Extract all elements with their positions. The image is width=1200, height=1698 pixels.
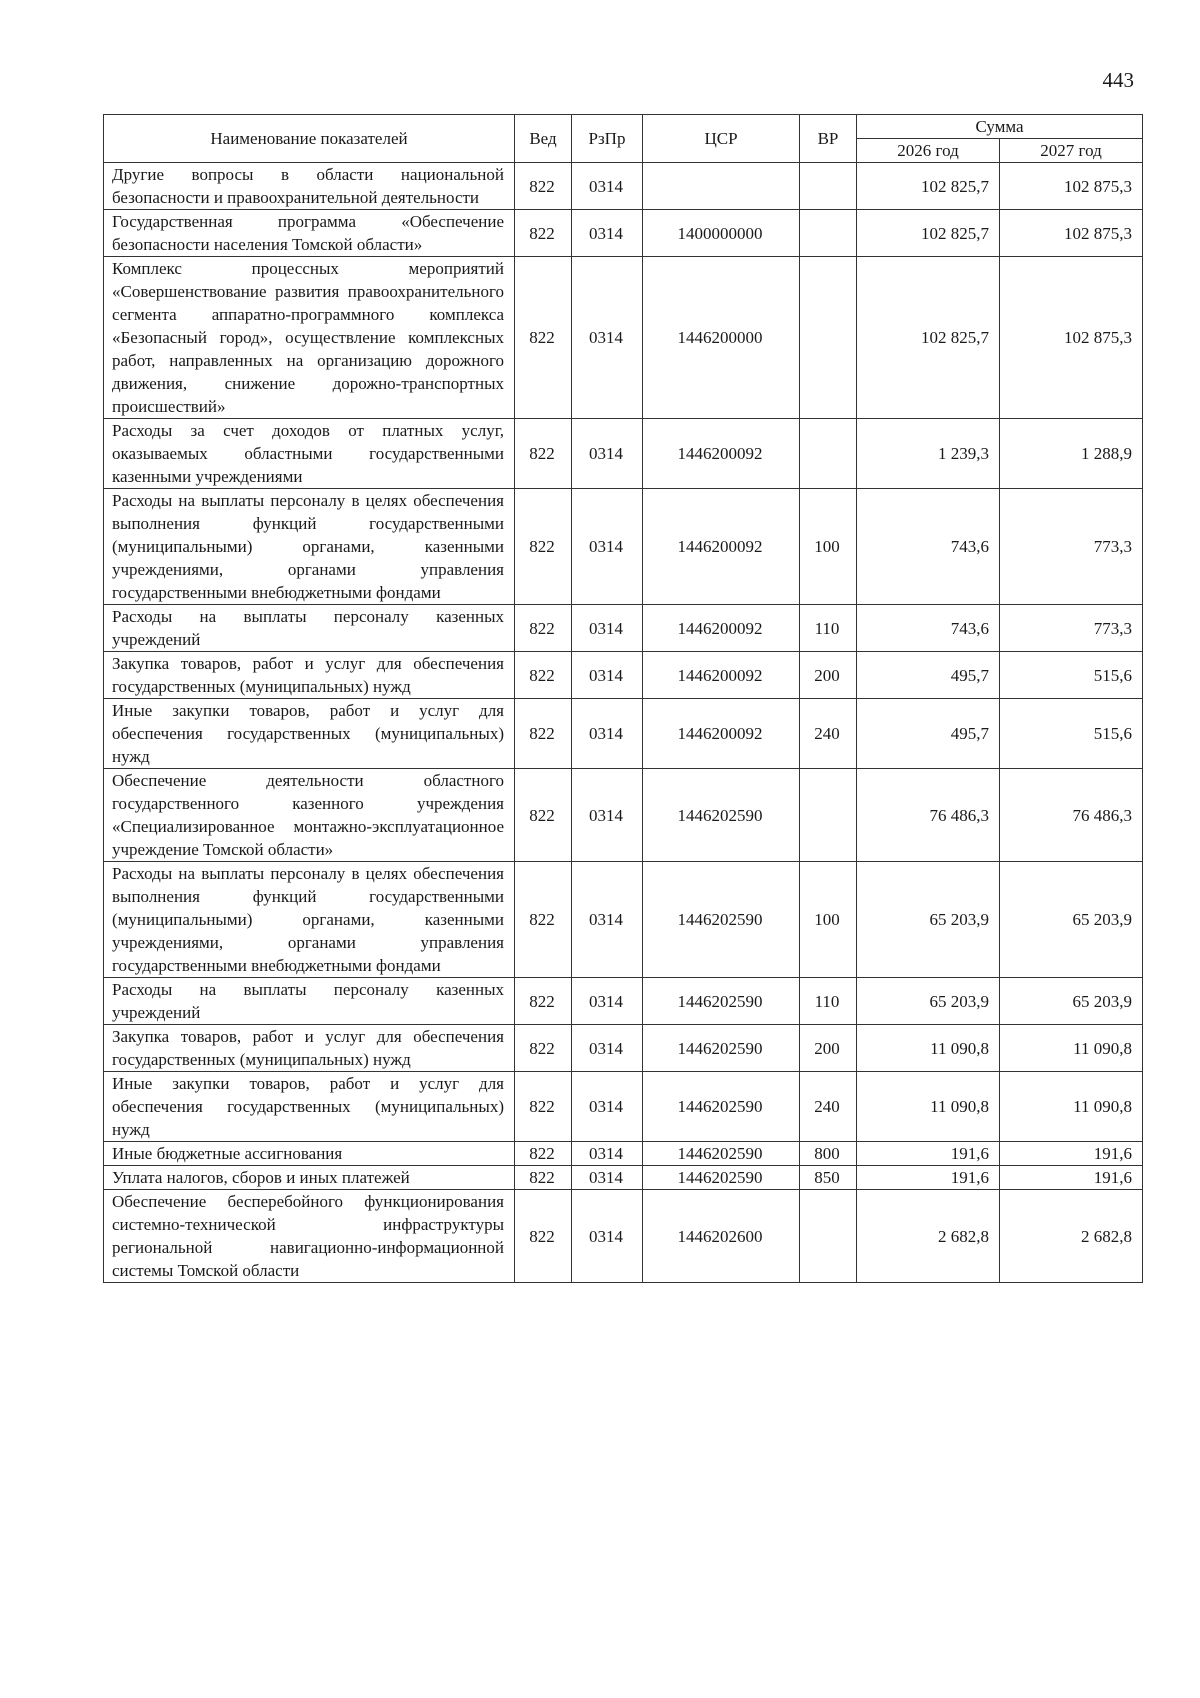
cell-vr: 850: [800, 1166, 857, 1190]
table-row: [104, 769, 1143, 862]
cell-csr: 1446200092: [643, 605, 800, 652]
cell-rzpr: 0314: [572, 605, 643, 652]
cell-2026: 191,6: [857, 1142, 1000, 1166]
cell-vr: [800, 210, 857, 257]
cell-csr: 1446202600: [643, 1190, 800, 1283]
cell-2027: 1 288,9: [1000, 419, 1143, 489]
cell-2027: 515,6: [1000, 699, 1143, 769]
cell-ved: 822: [515, 978, 572, 1025]
cell-csr: 1446202590: [643, 978, 800, 1025]
header-rzpr: РзПр: [572, 115, 643, 163]
cell-csr: 1446200092: [643, 699, 800, 769]
cell-2027: 65 203,9: [1000, 978, 1143, 1025]
cell-name: Иные закупки товаров, работ и услуг для обеспечения государственных (муниципальных) нужд: [104, 1072, 515, 1142]
cell-rzpr: 0314: [572, 1142, 643, 1166]
cell-csr: 1446200092: [643, 652, 800, 699]
cell-csr: [643, 163, 800, 210]
table-row: [104, 163, 1143, 210]
cell-2027: 191,6: [1000, 1166, 1143, 1190]
cell-2027: 773,3: [1000, 489, 1143, 605]
cell-2026: 743,6: [857, 489, 1000, 605]
cell-2027: 102 875,3: [1000, 257, 1143, 419]
cell-vr: [800, 163, 857, 210]
cell-name: Закупка товаров, работ и услуг для обеспечения государственных (муниципальных) нужд: [104, 652, 515, 699]
cell-2026: 11 090,8: [857, 1072, 1000, 1142]
cell-2026: 65 203,9: [857, 862, 1000, 978]
table-row: [104, 605, 1143, 652]
cell-csr: 1446202590: [643, 862, 800, 978]
header-ved: Вед: [515, 115, 572, 163]
cell-csr: 1446200092: [643, 419, 800, 489]
cell-name: Другие вопросы в области национальной безопасности и правоохранительной деятельности: [104, 163, 515, 210]
cell-ved: 822: [515, 163, 572, 210]
table-row: [104, 699, 1143, 769]
cell-csr: 1400000000: [643, 210, 800, 257]
cell-vr: 100: [800, 489, 857, 605]
cell-vr: [800, 257, 857, 419]
cell-rzpr: 0314: [572, 978, 643, 1025]
table-row: [104, 652, 1143, 699]
cell-name: Иные бюджетные ассигнования: [104, 1142, 515, 1166]
cell-name: Расходы на выплаты персоналу в целях обеспечения выполнения функций государственными (муниципальными) органами, казенными учреждениями, органами управления государственными внебюджетными фондами: [104, 862, 515, 978]
cell-2027: 515,6: [1000, 652, 1143, 699]
cell-vr: 240: [800, 699, 857, 769]
header-sum: Сумма: [857, 115, 1143, 139]
table-row: [104, 210, 1143, 257]
cell-ved: 822: [515, 257, 572, 419]
table-row: [104, 1166, 1143, 1190]
cell-2026: 495,7: [857, 652, 1000, 699]
cell-rzpr: 0314: [572, 1166, 643, 1190]
cell-ved: 822: [515, 1025, 572, 1072]
cell-vr: [800, 419, 857, 489]
cell-2026: 76 486,3: [857, 769, 1000, 862]
cell-csr: 1446202590: [643, 769, 800, 862]
cell-2026: 1 239,3: [857, 419, 1000, 489]
cell-vr: 800: [800, 1142, 857, 1166]
cell-name: Уплата налогов, сборов и иных платежей: [104, 1166, 515, 1190]
header-year-2027: 2027 год: [1000, 139, 1143, 163]
header-year-2026: 2026 год: [857, 139, 1000, 163]
cell-2027: 11 090,8: [1000, 1072, 1143, 1142]
cell-name: Комплекс процессных мероприятий «Совершенствование развития правоохранительного сегмента аппаратно-программного комплекса «Безопасный город», осуществление комплексных работ, направленных на организацию дорожного движения, снижение дорожно-транспортных происшествий»: [104, 257, 515, 419]
cell-ved: 822: [515, 652, 572, 699]
cell-rzpr: 0314: [572, 419, 643, 489]
cell-2026: 102 825,7: [857, 210, 1000, 257]
cell-2027: 76 486,3: [1000, 769, 1143, 862]
cell-rzpr: 0314: [572, 862, 643, 978]
cell-csr: 1446202590: [643, 1142, 800, 1166]
cell-ved: 822: [515, 419, 572, 489]
cell-csr: 1446202590: [643, 1166, 800, 1190]
table-row: [104, 489, 1143, 605]
cell-2026: 102 825,7: [857, 163, 1000, 210]
table-row: [104, 862, 1143, 978]
cell-ved: 822: [515, 1190, 572, 1283]
cell-ved: 822: [515, 862, 572, 978]
cell-rzpr: 0314: [572, 699, 643, 769]
cell-rzpr: 0314: [572, 1190, 643, 1283]
cell-name: Обеспечение бесперебойного функционирования системно-технической инфраструктуры региональной навигационно-информационной системы Томской области: [104, 1190, 515, 1283]
cell-name: Государственная программа «Обеспечение безопасности населения Томской области»: [104, 210, 515, 257]
cell-vr: [800, 1190, 857, 1283]
cell-2026: 11 090,8: [857, 1025, 1000, 1072]
cell-ved: 822: [515, 210, 572, 257]
cell-name: Расходы на выплаты персоналу казенных учреждений: [104, 978, 515, 1025]
cell-2026: 102 825,7: [857, 257, 1000, 419]
cell-vr: 240: [800, 1072, 857, 1142]
cell-2027: 191,6: [1000, 1142, 1143, 1166]
cell-rzpr: 0314: [572, 489, 643, 605]
cell-2026: 2 682,8: [857, 1190, 1000, 1283]
cell-rzpr: 0314: [572, 210, 643, 257]
cell-2026: 495,7: [857, 699, 1000, 769]
header-csr: ЦСР: [643, 115, 800, 163]
cell-ved: 822: [515, 769, 572, 862]
cell-2027: 2 682,8: [1000, 1190, 1143, 1283]
table-row: [104, 1190, 1143, 1283]
header-vr: ВР: [800, 115, 857, 163]
table-row: [104, 257, 1143, 419]
cell-rzpr: 0314: [572, 652, 643, 699]
cell-rzpr: 0314: [572, 769, 643, 862]
cell-rzpr: 0314: [572, 1025, 643, 1072]
cell-ved: 822: [515, 605, 572, 652]
cell-name: Расходы на выплаты персоналу казенных учреждений: [104, 605, 515, 652]
table-row: [104, 1142, 1143, 1166]
cell-name: Расходы на выплаты персоналу в целях обеспечения выполнения функций государственными (муниципальными) органами, казенными учреждениями, органами управления государственными внебюджетными фондами: [104, 489, 515, 605]
budget-table: [103, 114, 1143, 1283]
cell-2027: 102 875,3: [1000, 210, 1143, 257]
cell-csr: 1446200092: [643, 489, 800, 605]
cell-ved: 822: [515, 699, 572, 769]
table-row: [104, 1072, 1143, 1142]
cell-name: Закупка товаров, работ и услуг для обеспечения государственных (муниципальных) нужд: [104, 1025, 515, 1072]
cell-vr: 110: [800, 605, 857, 652]
cell-rzpr: 0314: [572, 257, 643, 419]
header-name: Наименование показателей: [104, 115, 515, 163]
cell-ved: 822: [515, 1072, 572, 1142]
cell-vr: 200: [800, 1025, 857, 1072]
cell-ved: 822: [515, 489, 572, 605]
table-row: [104, 1025, 1143, 1072]
cell-csr: 1446202590: [643, 1025, 800, 1072]
cell-2026: 191,6: [857, 1166, 1000, 1190]
cell-csr: 1446202590: [643, 1072, 800, 1142]
cell-2027: 773,3: [1000, 605, 1143, 652]
cell-2026: 743,6: [857, 605, 1000, 652]
table-row: [104, 419, 1143, 489]
cell-vr: 200: [800, 652, 857, 699]
cell-ved: 822: [515, 1166, 572, 1190]
cell-2026: 65 203,9: [857, 978, 1000, 1025]
table-header: [104, 115, 1143, 163]
cell-name: Расходы за счет доходов от платных услуг, оказываемых областными государственными казенными учреждениями: [104, 419, 515, 489]
cell-ved: 822: [515, 1142, 572, 1166]
cell-vr: 100: [800, 862, 857, 978]
page-number: 443: [1102, 68, 1134, 92]
table-body: [104, 163, 1143, 1283]
cell-name: Обеспечение деятельности областного государственного казенного учреждения «Специализированное монтажно-эксплуатационное учреждение Томской области»: [104, 769, 515, 862]
cell-vr: [800, 769, 857, 862]
cell-name: Иные закупки товаров, работ и услуг для обеспечения государственных (муниципальных) нужд: [104, 699, 515, 769]
cell-2027: 11 090,8: [1000, 1025, 1143, 1072]
cell-rzpr: 0314: [572, 1072, 643, 1142]
cell-csr: 1446200000: [643, 257, 800, 419]
table-row: [104, 978, 1143, 1025]
cell-rzpr: 0314: [572, 163, 643, 210]
cell-2027: 65 203,9: [1000, 862, 1143, 978]
cell-vr: 110: [800, 978, 857, 1025]
cell-2027: 102 875,3: [1000, 163, 1143, 210]
